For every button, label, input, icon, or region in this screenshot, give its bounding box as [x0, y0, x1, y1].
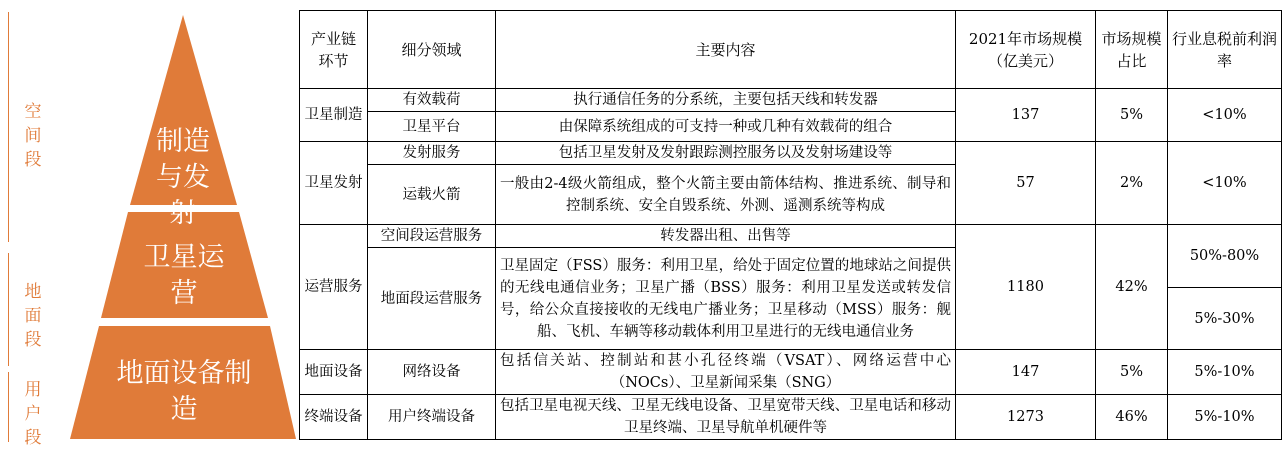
- cell-field: 有效载荷: [368, 89, 496, 112]
- table-row: [300, 89, 1282, 112]
- pyramid-tier2-label: 卫星运营: [143, 242, 225, 309]
- cell-market: 147: [956, 350, 1096, 395]
- cell-share: 5%: [1096, 89, 1168, 142]
- cell-market: 57: [956, 142, 1096, 225]
- cell-share: 2%: [1096, 142, 1168, 225]
- cell-field: 运载火箭: [368, 165, 496, 225]
- cell-field: 卫星平台: [368, 112, 496, 142]
- table-row: [300, 142, 1282, 165]
- cell-margin: 5%-30%: [1168, 288, 1282, 350]
- cell-content: 卫星固定（FSS）服务：利用卫星，给处于固定位置的地球站之间提供的无线电通信业务；卫星广播（BSS）服务：利用卫星发送或转发信号，给公众直接接收的无线电广播业务；卫星移动（MSS）服务：舰船、飞机、车辆等移动载体利用卫星进行的无线电通信业务: [496, 248, 956, 350]
- cell-content: 包括卫星电视天线、卫星无线电设备、卫星宽带天线、卫星电话和移动卫星终端、卫星导航单机硬件等: [496, 395, 956, 440]
- cell-chain: 终端设备: [300, 395, 368, 440]
- cell-chain: 地面设备: [300, 350, 368, 395]
- cell-market: 1273: [956, 395, 1096, 440]
- space-segment-label: 空间段: [24, 102, 42, 170]
- cell-margin: 5%-10%: [1168, 350, 1282, 395]
- user-segment-label: 用户段: [24, 380, 42, 448]
- cell-content: 转发器出租、出售等: [496, 225, 956, 248]
- header-margin: 行业息税前利润率: [1168, 11, 1282, 89]
- table-row: [300, 350, 1282, 395]
- pyramid-tier3-label: 地面设备制造: [116, 358, 252, 425]
- header-field: 细分领域: [368, 11, 496, 89]
- table-row: [300, 395, 1282, 440]
- cell-chain: 卫星制造: [300, 89, 368, 142]
- cell-field: 空间段运营服务: [368, 225, 496, 248]
- cell-margin: 50%-80%: [1168, 225, 1282, 288]
- cell-content: 执行通信任务的分系统，主要包括天线和转发器: [496, 89, 956, 112]
- header-chain: 产业链环节: [300, 11, 368, 89]
- cell-margin: <10%: [1168, 89, 1282, 142]
- cell-market: 1180: [956, 225, 1096, 350]
- cell-chain: 卫星发射: [300, 142, 368, 225]
- header-share: 市场规模占比: [1096, 11, 1168, 89]
- header-row: [300, 11, 1282, 89]
- cell-margin: 5%-10%: [1168, 395, 1282, 440]
- cell-margin: <10%: [1168, 142, 1282, 225]
- cell-field: 网络设备: [368, 350, 496, 395]
- cell-share: 5%: [1096, 350, 1168, 395]
- table-row: [300, 225, 1282, 248]
- cell-share: 46%: [1096, 395, 1168, 440]
- cell-content: 包括卫星发射及发射跟踪测控服务以及发射场建设等: [496, 142, 956, 165]
- cell-field: 用户终端设备: [368, 395, 496, 440]
- header-content: 主要内容: [496, 11, 956, 89]
- cell-field: 地面段运营服务: [368, 248, 496, 350]
- cell-market: 137: [956, 89, 1096, 142]
- industry-chain-table: [299, 10, 1282, 440]
- cell-chain: 运营服务: [300, 225, 368, 350]
- ground-segment-label: 地面段: [24, 282, 42, 350]
- cell-field: 发射服务: [368, 142, 496, 165]
- pyramid-tier1-label: 制造与发射: [156, 126, 210, 229]
- cell-share: 42%: [1096, 225, 1168, 350]
- cell-content: 由保障系统组成的可支持一种或几种有效载荷的组合: [496, 112, 956, 142]
- cell-content: 一般由2-4级火箭组成，整个火箭主要由箭体结构、推进系统、制导和控制系统、安全自毁系统、外测、遥测系统等构成: [496, 165, 956, 225]
- cell-content: 包括信关站、控制站和甚小孔径终端（VSAT）、网络运营中心（NOCs）、卫星新闻采集（SNG）: [496, 350, 956, 395]
- header-market: 2021年市场规模（亿美元）: [956, 11, 1096, 89]
